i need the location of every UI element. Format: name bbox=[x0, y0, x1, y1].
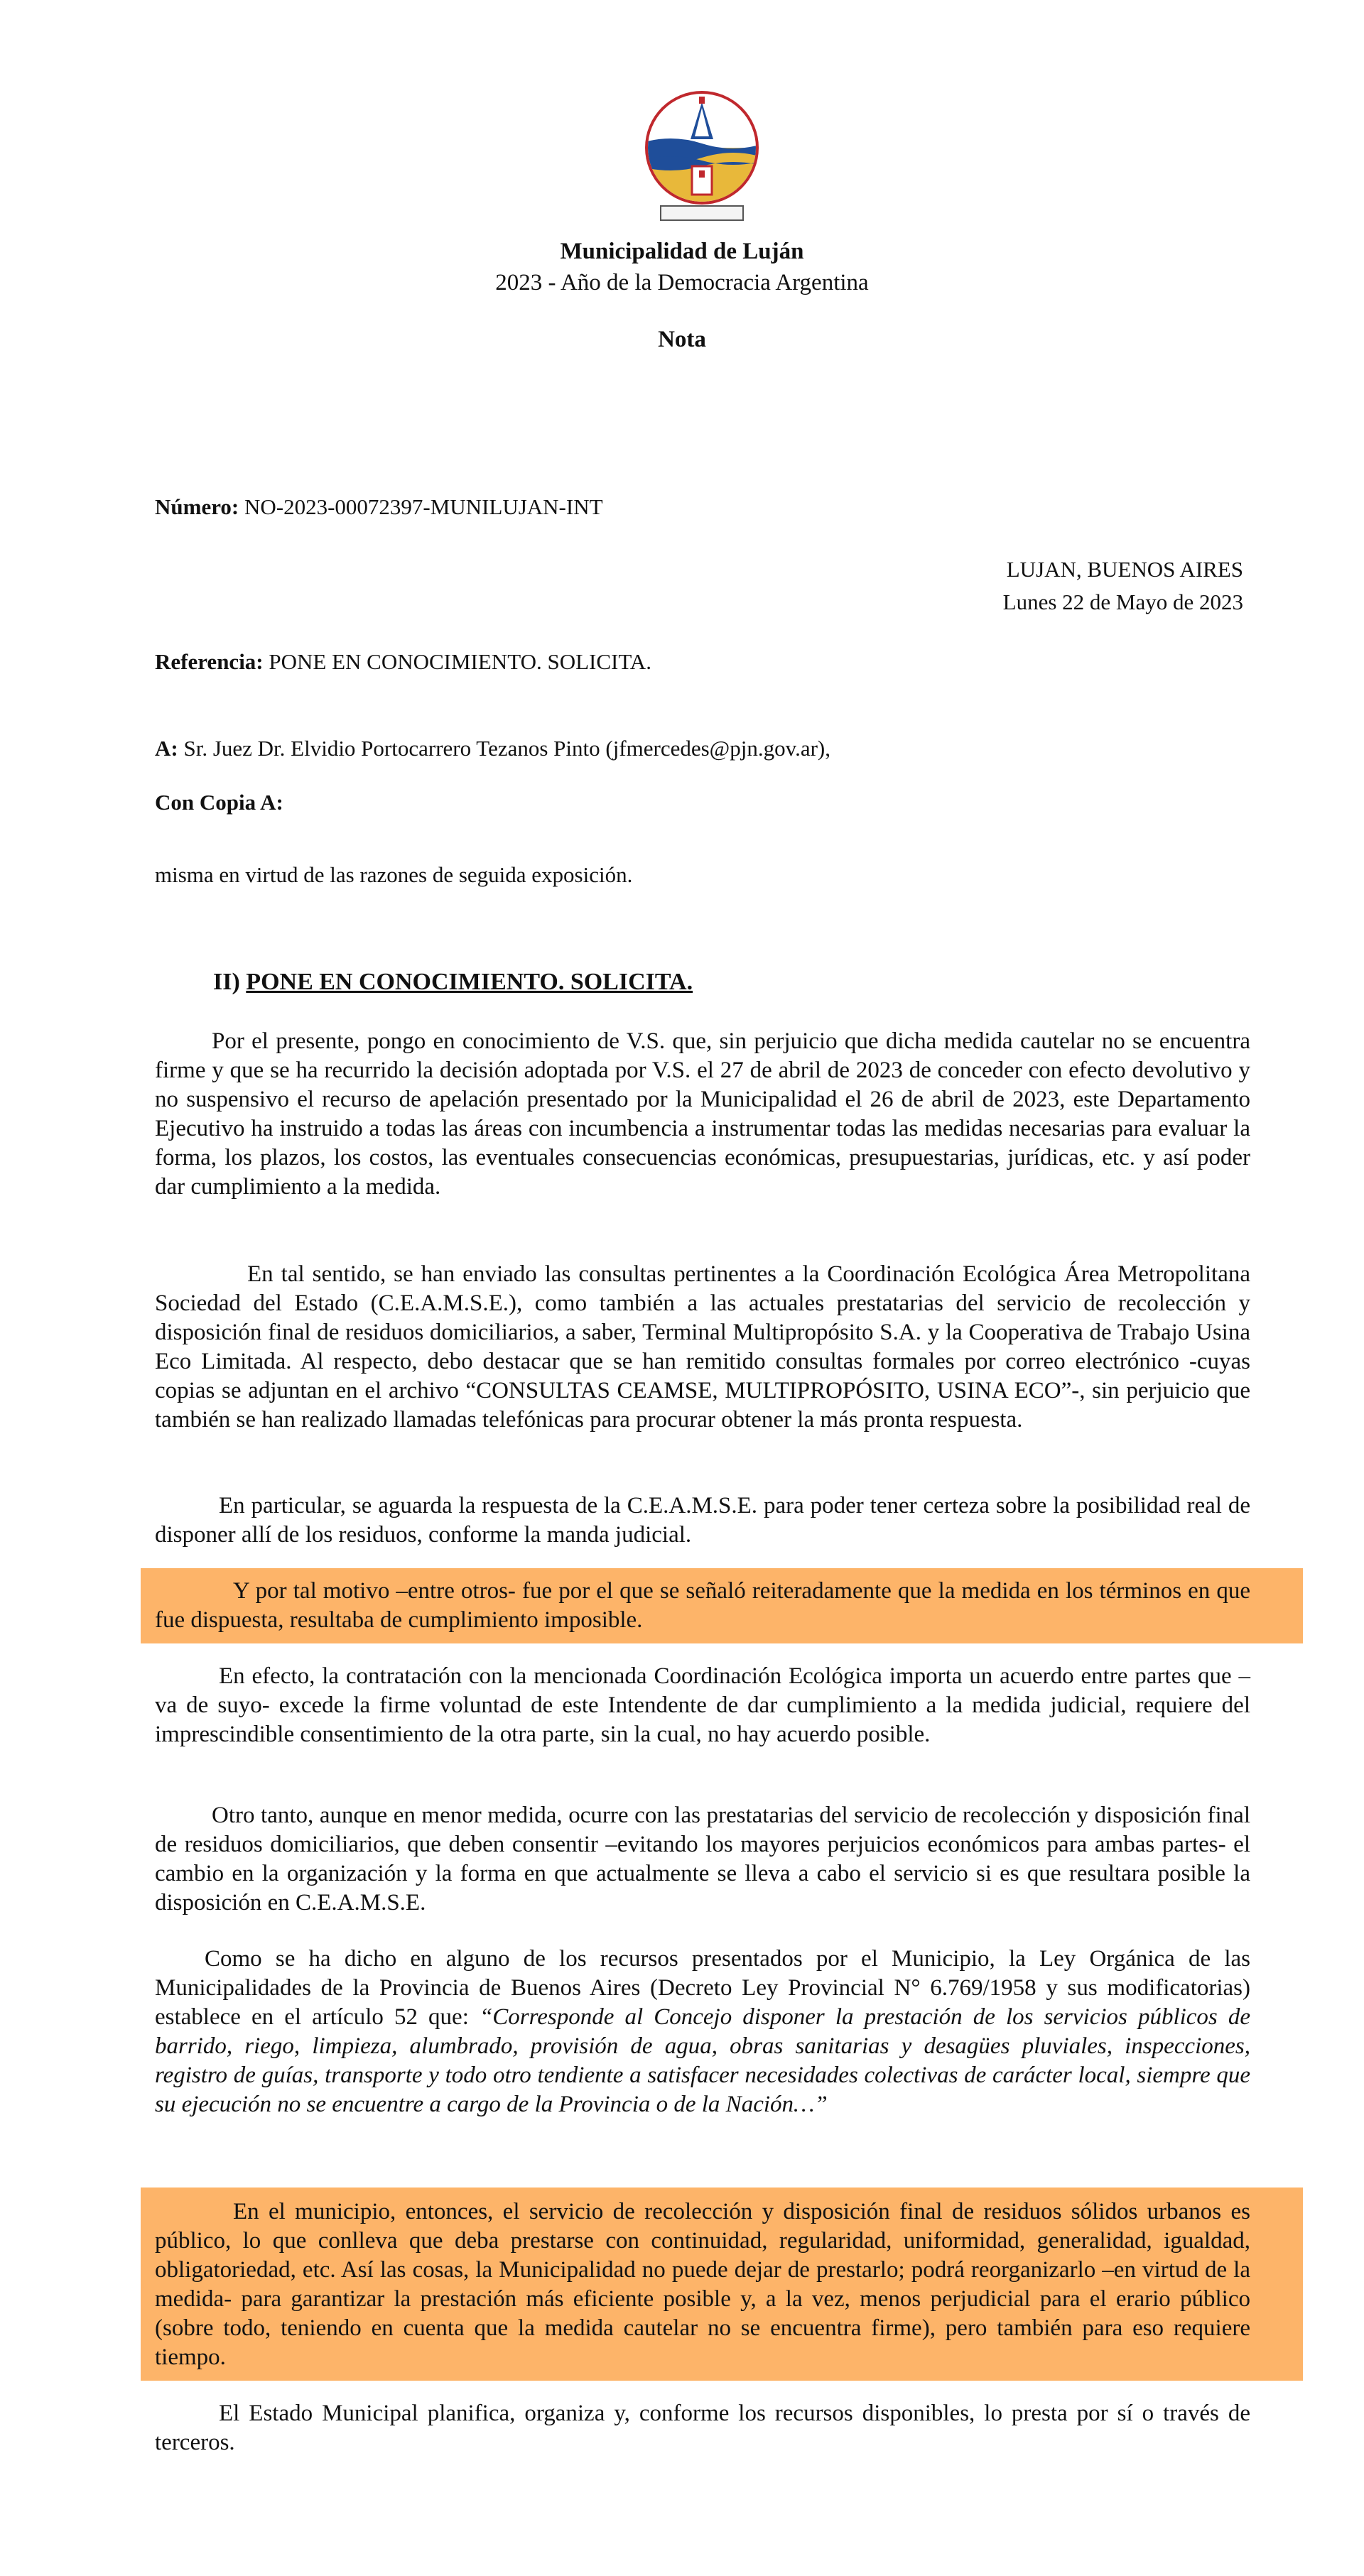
recipient-label: A: bbox=[155, 736, 178, 761]
number-value: NO-2023-00072397-MUNILUJAN-INT bbox=[244, 494, 603, 519]
paragraph-1: Por el presente, pongo en conocimiento de V.S. que, sin perjuicio que dicha medida cautelar no se encuentra firme y que se ha recurrido la decisión adoptada por V.S. el 27 de abril de 2023 de conceder con efecto devolutivo y no suspensivo el recurso de apelación presentado por la Municipalidad el 26 de abril de 2023, este Departamento Ejecutivo ha instruido a todas las áreas con incumbencia a instrumentar todas las medidas necesarias para evaluar la forma, los plazos, los costos, las eventuales consecuencias económicas, presupuestarias, jurídicas, etc. y así poder dar cumplimiento a la medida. bbox=[155, 1028, 1250, 1200]
paragraph-4: Y por tal motivo –entre otros- fue por el que se señaló reiteradamente que la medida en los términos en que fue dispuesta, resultaba de cumplimiento imposible. bbox=[155, 1578, 1250, 1633]
paragraph-9: El Estado Municipal planifica, organiza y, conforme los recursos disponibles, lo presta por sí o través de terceros. bbox=[155, 2401, 1250, 2455]
cc-label: Con Copia A: bbox=[155, 790, 283, 815]
document-type: Nota bbox=[658, 327, 706, 352]
section-title-text: PONE EN CONOCIMIENTO. SOLICITA. bbox=[246, 969, 693, 995]
paragraph-2: En tal sentido, se han enviado las consultas pertinentes a la Coordinación Ecológica Área Metropolitana Sociedad del Estado (C.E.A.M.S.E.), como también a las actuales prestatarias del servicio de recolección y disposición final de residuos domiciliarios, a saber, Terminal Multipropósito S.A. y la Cooperativa de Trabajo Usina Eco Limitada. Al respecto, debo destacar que se han remitido consultas formales por correo electrónico -cuyas copias se adjuntan en el archivo “CONSULTAS CEAMSE, MULTIPROPÓSITO, USINA ECO”-, sin perjuicio que también se han realizado llamadas telefónicas para procurar obtener la más pronta respuesta. bbox=[155, 1261, 1250, 1433]
date: Lunes 22 de Mayo de 2023 bbox=[1002, 589, 1243, 614]
section-number: II) bbox=[213, 969, 240, 995]
paragraph-6: Otro tanto, aunque en menor medida, ocurre con las prestatarias del servicio de recolección y disposición final de residuos domiciliarios, que deben consentir –evitando los mayores perjuicios económicos para ambas partes- el cambio en la organización y la forma en que actualmente se lleva a cabo el servicio si es que resultara posible la disposición en C.E.A.M.S.E. bbox=[155, 1803, 1250, 1915]
year-motto: 2023 - Año de la Democracia Argentina bbox=[495, 270, 869, 295]
recipient bbox=[155, 734, 830, 763]
number-label: Número: bbox=[155, 494, 239, 519]
paragraph-3: En particular, se aguarda la respuesta de la C.E.A.M.S.E. para poder tener certeza sobre la posibilidad real de disponer allí de los residuos, conforme la manda judicial. bbox=[155, 1493, 1250, 1548]
place: LUJAN, BUENOS AIRES bbox=[1006, 557, 1243, 582]
paragraph-8: En el municipio, entonces, el servicio de recolección y disposición final de residuos sólidos urbanos es público, lo que conlleva que deba prestarse con continuidad, regularidad, uniformidad, generalidad, igualdad, obligatoriedad, etc. Así las cosas, la Municipalidad no puede dejar de prestarlo; podrá reorganizarlo –en virtud de la medida- para garantizar la prestación más eficiente posible y, a la vez, menos perjudicial para el erario público (sobre todo, teniendo en cuenta que la medida cautelar no se encuentra firme), pero también para eso requiere tiempo. bbox=[155, 2199, 1250, 2370]
reference-value: PONE EN CONOCIMIENTO. SOLICITA. bbox=[269, 649, 651, 674]
paragraph-7 bbox=[155, 1945, 1250, 2119]
paragraph-7-lead: Como se ha dicho en alguno de los recursos presentados por el Municipio, la Ley Orgánica de las Municipalidades de la Provincia de Buenos Aires (Decreto Ley Provincial N° 6.769/1958 y sus modificatorias) establece en el artículo 52 que: bbox=[155, 1946, 1250, 2030]
paragraph-5: En efecto, la contratación con la mencionada Coordinación Ecológica importa un acuerdo entre partes que –va de suyo- excede la firme voluntad de este Intendente de dar cumplimiento a la medida judicial, requiere del imprescindible consentimiento de la otra parte, sin la cual, no hay acuerdo posible. bbox=[155, 1663, 1250, 1747]
intro-line: misma en virtud de las razones de seguida exposición. bbox=[155, 862, 633, 887]
document-number bbox=[155, 493, 603, 521]
reference bbox=[155, 648, 651, 676]
organization-name: Municipalidad de Luján bbox=[560, 239, 804, 264]
reference-label: Referencia: bbox=[155, 649, 264, 674]
law-quote: “Corresponde al Concejo disponer la prestación de los servicios públicos de barrido, riego, limpieza, alumbrado, provisión de agua, obras sanitarias y desagües pluviales, inspecciones, registro de guías, transporte y todo otro tendiente a satisfacer necesidades colectivas de carácter local, siempre que su ejecución no se encuentre a cargo de la Provincia o de la Nación…” bbox=[155, 2004, 1250, 2117]
recipient-value: Sr. Juez Dr. Elvidio Portocarrero Tezanos Pinto (jfmercedes@pjn.gov.ar), bbox=[183, 736, 830, 761]
municipal-coat-of-arms-icon bbox=[639, 87, 764, 226]
section-title bbox=[213, 967, 693, 997]
